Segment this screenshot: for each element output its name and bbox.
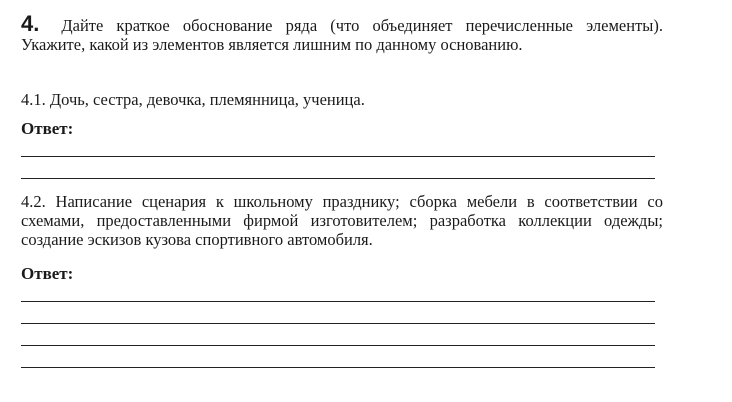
answer-line[interactable] (21, 178, 655, 179)
task-number: 4. (21, 11, 40, 36)
answer-label-1: Ответ: (21, 119, 74, 138)
answer-line[interactable] (21, 301, 655, 302)
subtask-2-text: 4.2. Написание сценария к школьному празднику; сборка мебели в соответствии со схемами, предоставленными фирмой изготовителем; разработка коллекции одежды; создание эскизов кузова спортивного автомобиля. (21, 192, 663, 249)
answer-line[interactable] (21, 156, 655, 157)
task-instruction-text: Дайте краткое обоснование ряда (что объединяет перечисленные элементы). Укажите, какой из элементов является лишним по данному основанию. (21, 16, 663, 54)
answer-label-2: Ответ: (21, 264, 74, 283)
answer-line[interactable] (21, 323, 655, 324)
task-instruction (21, 11, 663, 54)
answer-line[interactable] (21, 345, 655, 346)
subtask-1-text: 4.1. Дочь, сестра, девочка, племянница, ученица. (21, 90, 365, 109)
answer-line[interactable] (21, 367, 655, 368)
